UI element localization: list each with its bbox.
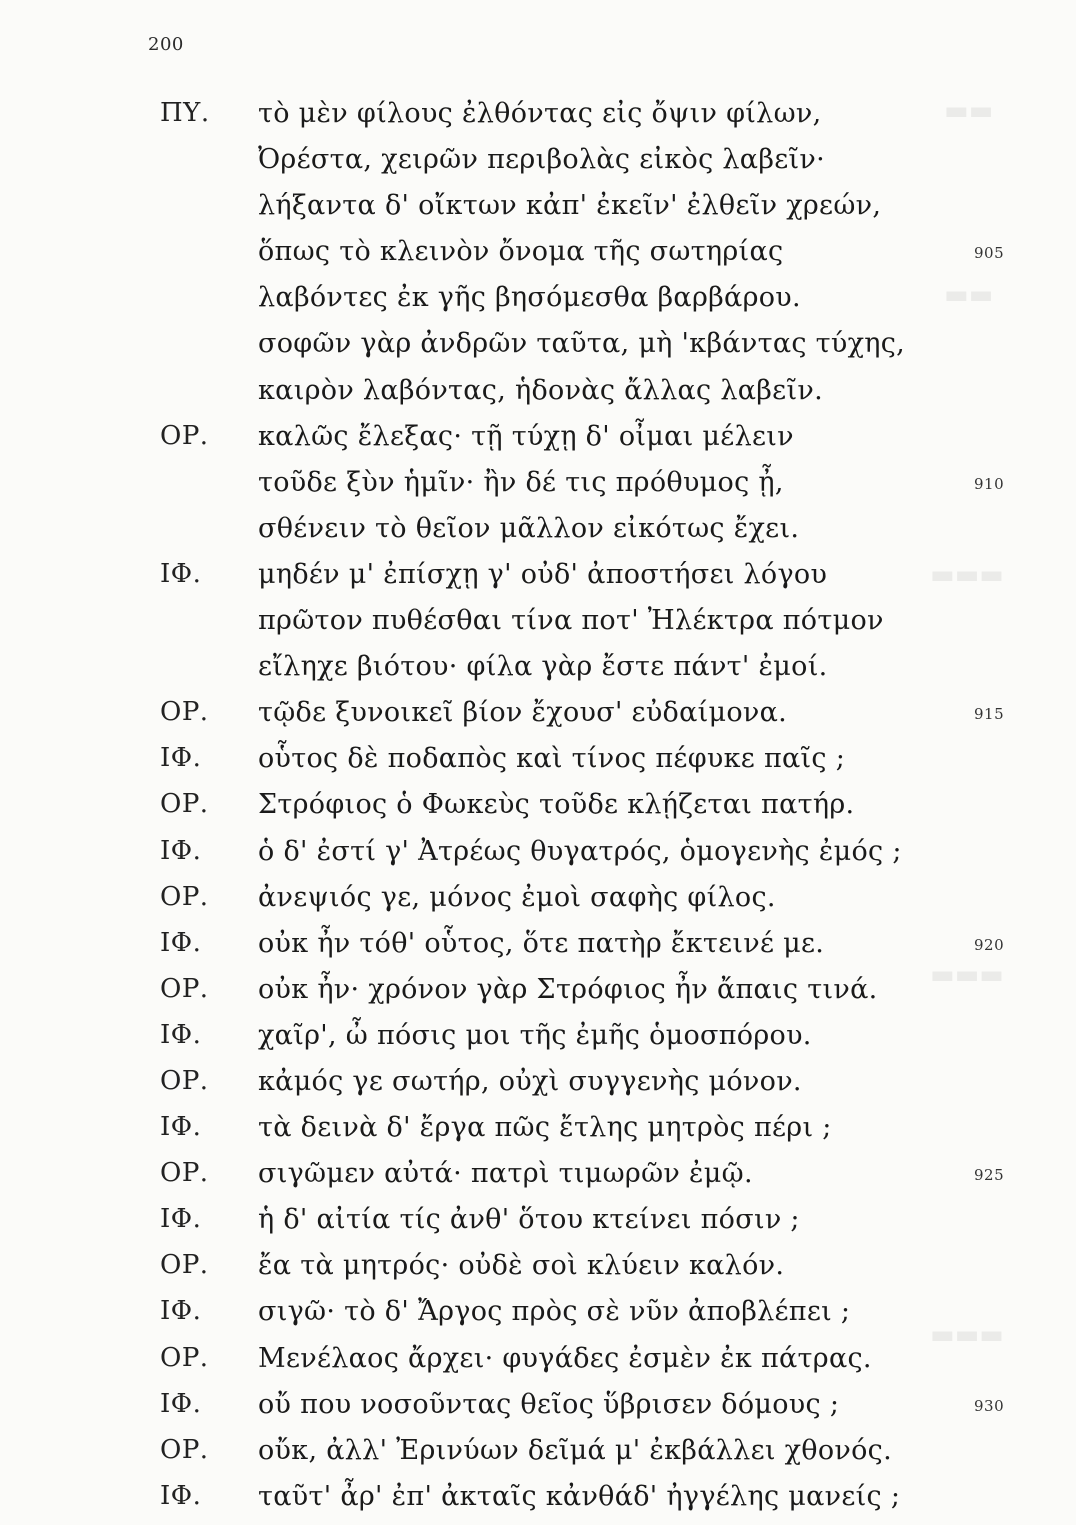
- speaker-label: ΙΦ.: [160, 1112, 202, 1143]
- speaker-label: ΟΡ.: [160, 789, 209, 820]
- verse-line: [0, 142, 1076, 188]
- verse-text: κἀμός γε σωτήρ, οὐχὶ συγγενὴς μόνον.: [258, 1065, 802, 1097]
- verse-text: οὔκ, ἀλλ' Ἐρινύων δεῖμά μ' ἐκβάλλει χθονός.: [258, 1434, 892, 1466]
- verse-text: οὐκ ἦν· χρόνον γὰρ Στρόφιος ἦν ἄπαις τινά.: [258, 973, 878, 1005]
- verse-text: μηδέν μ' ἐπίσχῃ γ' οὐδ' ἀποστήσει λόγου: [258, 558, 828, 590]
- verse-text: ὅπως τὸ κλεινὸν ὄνομα τῆς σωτηρίας: [258, 236, 784, 268]
- speaker-label: ΙΦ.: [160, 1204, 202, 1235]
- verse-text: τῷδε ξυνοικεῖ βίον ἔχουσ' εὐδαίμονα.: [258, 697, 788, 729]
- verse-text: ἡ δ' αἰτία τίς ἀνθ' ὅτου κτείνει πόσιν ;: [258, 1204, 800, 1236]
- verse-text: εἴληχε βιότου· φίλα γὰρ ἔστε πάντ' ἐμοί.: [258, 651, 828, 683]
- verse-line: [0, 188, 1076, 234]
- verse-text: καλῶς ἔλεξας· τῇ τύχῃ δ' οἶμαι μέλειν: [258, 420, 794, 452]
- speaker-label: ΟΡ.: [160, 1342, 209, 1373]
- speaker-label: ΟΡ.: [160, 1065, 209, 1096]
- speaker-label: ΠΥ.: [160, 98, 210, 128]
- verse-line: [0, 326, 1076, 372]
- verse-line: [0, 1294, 1076, 1340]
- verse-line: [0, 1110, 1076, 1156]
- verse-line: [0, 1202, 1076, 1248]
- speaker-label: ΟΡ.: [160, 973, 209, 1004]
- verse-line: [0, 96, 1076, 142]
- verse-line: [0, 1341, 1076, 1387]
- verse-text: ταῦτ' ἆρ' ἐπ' ἀκταῖς κἀνθάδ' ἠγγέλης μανείς ;: [258, 1480, 901, 1512]
- verse-line: [0, 511, 1076, 557]
- verse-line: [0, 741, 1076, 787]
- speaker-label: ΙΦ.: [160, 558, 202, 589]
- verse-line: [0, 1387, 1076, 1433]
- verse-text: Μενέλαος ἄρχει· φυγάδες ἐσμὲν ἐκ πάτρας.: [258, 1342, 872, 1374]
- verse-text: σοφῶν γὰρ ἀνδρῶν ταῦτα, μὴ 'κβάντας τύχης,: [258, 328, 906, 360]
- verse-line: [0, 419, 1076, 465]
- line-number: 915: [974, 705, 1005, 724]
- verse-text: τὰ δεινὰ δ' ἔργα πῶς ἔτλης μητρὸς πέρι ;: [258, 1112, 832, 1144]
- speaker-label: ΙΦ.: [160, 1480, 202, 1511]
- speaker-label: ΙΦ.: [160, 927, 202, 958]
- verse-text: ἀνεψιός γε, μόνος ἐμοὶ σαφὴς φίλος.: [258, 881, 776, 913]
- verse-line: [0, 1433, 1076, 1479]
- verse-text: οὐκ ἦν τόθ' οὗτος, ὅτε πατὴρ ἔκτεινέ με.: [258, 927, 825, 959]
- speaker-label: ΟΡ.: [160, 697, 209, 728]
- speaker-label: ΙΦ.: [160, 1296, 202, 1327]
- verse-text: λήξαντα δ' οἴκτων κἀπ' ἐκεῖν' ἐλθεῖν χρεών,: [258, 190, 882, 222]
- verse-line: [0, 834, 1076, 880]
- verse-text: λαβόντες ἐκ γῆς βησόμεσθα βαρβάρου.: [258, 282, 801, 314]
- verse-text: χαῖρ', ὦ πόσις μοι τῆς ἐμῆς ὁμοσπόρου.: [258, 1019, 812, 1051]
- verse-line: [0, 603, 1076, 649]
- verse-text: ὁ δ' ἐστί γ' Ἀτρέως θυγατρός, ὁμογενὴς ἐμός ;: [258, 835, 902, 867]
- show-through-mark: ▬▬▬: [930, 560, 1004, 590]
- verse-line: [0, 1248, 1076, 1294]
- line-number: 930: [974, 1396, 1005, 1415]
- verse-text: τὸ μὲν φίλους ἐλθόντας εἰς ὄψιν φίλων,: [258, 98, 822, 129]
- verse-text: καιρὸν λαβόντας, ἡδονὰς ἄλλας λαβεῖν.: [258, 374, 823, 406]
- verse-text: σιγῶμεν αὐτά· πατρὶ τιμωρῶν ἐμῷ.: [258, 1158, 753, 1190]
- speaker-label: ΙΦ.: [160, 743, 202, 774]
- verse-text: Στρόφιος ὁ Φωκεὺς τοῦδε κλῄζεται πατήρ.: [258, 789, 855, 821]
- show-through-mark: ▬▬▬: [930, 960, 1004, 990]
- verse-text: τοῦδε ξὺν ἡμῖν· ἢν δέ τις πρόθυμος ᾖ,: [258, 466, 784, 498]
- speaker-label: ΙΦ.: [160, 1388, 202, 1419]
- line-number: 920: [974, 935, 1005, 954]
- line-number: 925: [974, 1166, 1005, 1185]
- verse-line: [0, 557, 1076, 603]
- verse-line: [0, 373, 1076, 419]
- show-through-mark: ▬▬▬: [930, 1320, 1004, 1350]
- verse-line: [0, 280, 1076, 326]
- speaker-label: ΙΦ.: [160, 1019, 202, 1050]
- page-number: 200: [148, 34, 184, 55]
- verse-line: [0, 649, 1076, 695]
- verse-line: [0, 1156, 1076, 1202]
- line-number: 910: [974, 474, 1005, 493]
- verse-line: [0, 465, 1076, 511]
- verse-line: [0, 972, 1076, 1018]
- verse-line: [0, 1479, 1076, 1525]
- line-number: 905: [974, 244, 1005, 263]
- verse-line: [0, 787, 1076, 833]
- verse-line: [0, 880, 1076, 926]
- verse-line: [0, 1018, 1076, 1064]
- speaker-label: ΙΦ.: [160, 835, 202, 866]
- verse-text: σιγῶ· τὸ δ' Ἄργος πρὸς σὲ νῦν ἀποβλέπει ;: [258, 1296, 851, 1328]
- verse-line: [0, 1064, 1076, 1110]
- speaker-label: ΟΡ.: [160, 1434, 209, 1465]
- verse-text: πρῶτον πυθέσθαι τίνα ποτ' Ἠλέκτρα πότμον: [258, 605, 884, 637]
- speaker-label: ΟΡ.: [160, 881, 209, 912]
- verse-line: [0, 234, 1076, 280]
- verse-block: [0, 96, 1076, 1525]
- show-through-mark: ▬▬: [944, 96, 994, 126]
- verse-text: οὗτος δὲ ποδαπὸς καὶ τίνος πέφυκε παῖς ;: [258, 743, 846, 775]
- verse-text: ἔα τὰ μητρός· οὐδὲ σοὶ κλύειν καλόν.: [258, 1250, 785, 1282]
- verse-text: σθένειν τὸ θεῖον μᾶλλον εἰκότως ἔχει.: [258, 512, 800, 544]
- speaker-label: ΟΡ.: [160, 1250, 209, 1281]
- verse-text: οὔ που νοσοῦντας θεῖος ὕβρισεν δόμους ;: [258, 1388, 840, 1420]
- speaker-label: ΟΡ.: [160, 420, 209, 451]
- verse-text: Ὀρέστα, χειρῶν περιβολὰς εἰκὸς λαβεῖν·: [258, 144, 826, 176]
- verse-line: [0, 695, 1076, 741]
- speaker-label: ΟΡ.: [160, 1158, 209, 1189]
- verse-line: [0, 926, 1076, 972]
- show-through-mark: ▬▬: [944, 280, 994, 310]
